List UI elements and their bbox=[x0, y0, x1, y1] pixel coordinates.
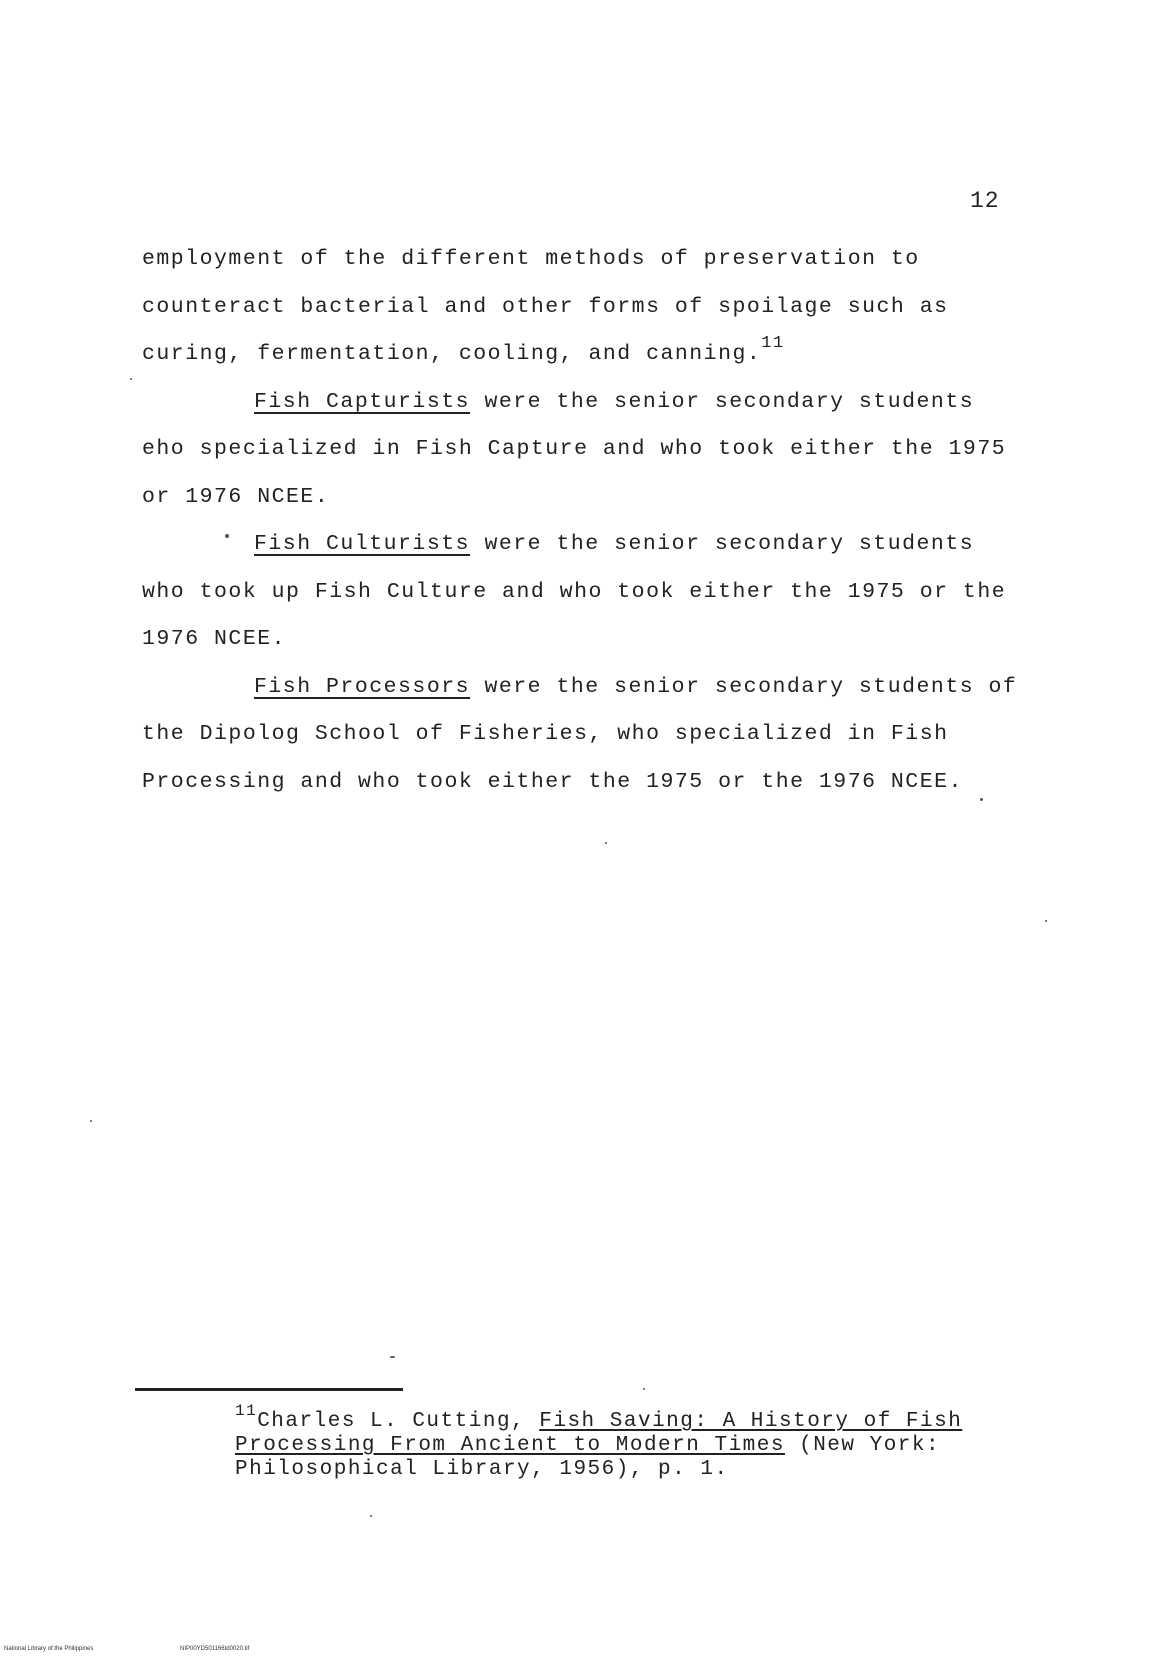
scan-speck bbox=[1045, 920, 1047, 922]
definition-fish-culturists bbox=[142, 521, 1022, 664]
definition-fish-processors bbox=[142, 664, 1022, 807]
term-fish-capturists: Fish Capturists bbox=[254, 389, 471, 414]
definition-text: were the senior secondary students eho specialized in Fish Capture and who took either the 1975 or 1976 NCEE. bbox=[142, 389, 1007, 509]
scan-speck bbox=[225, 534, 229, 538]
term-fish-processors: Fish Processors bbox=[254, 674, 471, 699]
paragraph-preservation bbox=[142, 236, 1022, 379]
footnote-first-line bbox=[135, 1402, 995, 1482]
page-number: 12 bbox=[970, 188, 1000, 214]
paragraph-preservation-text: employment of the different methods of preservation to counteract bacterial and other forms of spoilage such as curing, fermentation, cooling, and canning. bbox=[142, 247, 949, 366]
footnote-reference: 11 bbox=[761, 333, 785, 353]
definition-text: were the senior secondary students who took up Fish Culture and who took either the 1975 or the 1976 NCEE. bbox=[142, 532, 1007, 651]
footnote-author: Charles L. Cutting, bbox=[257, 1410, 540, 1433]
footnote-number: 11 bbox=[235, 1402, 258, 1420]
term-fish-culturists: Fish Culturists bbox=[254, 532, 471, 556]
scan-speck bbox=[370, 1515, 372, 1517]
scan-speck bbox=[390, 1356, 395, 1358]
definition-text: were the senior secondary students of the Dipolog School of Fisheries, who specialized in Fish Processing and who took either the 1975 or the 1976 NCEE. bbox=[142, 674, 1018, 794]
footnote-title: Fish Saving: A History of Fish Processing From Ancient to Modern Times bbox=[235, 1410, 963, 1457]
scan-speck bbox=[980, 798, 983, 801]
footnote bbox=[135, 1402, 995, 1482]
library-stamp: National Library of the Philippines bbox=[4, 1646, 94, 1652]
file-stamp: NIP00YD501166td0020.tif bbox=[180, 1646, 250, 1652]
footnote-divider bbox=[135, 1388, 403, 1391]
scan-speck bbox=[643, 1388, 645, 1390]
scan-speck bbox=[90, 1120, 92, 1122]
scan-speck bbox=[605, 842, 607, 844]
body-text bbox=[142, 236, 1022, 806]
definition-fish-capturists bbox=[142, 379, 1022, 522]
scan-speck bbox=[130, 378, 132, 380]
footnote-publication: (New York: Philosophical Library, 1956), p. 1. bbox=[235, 1434, 941, 1481]
